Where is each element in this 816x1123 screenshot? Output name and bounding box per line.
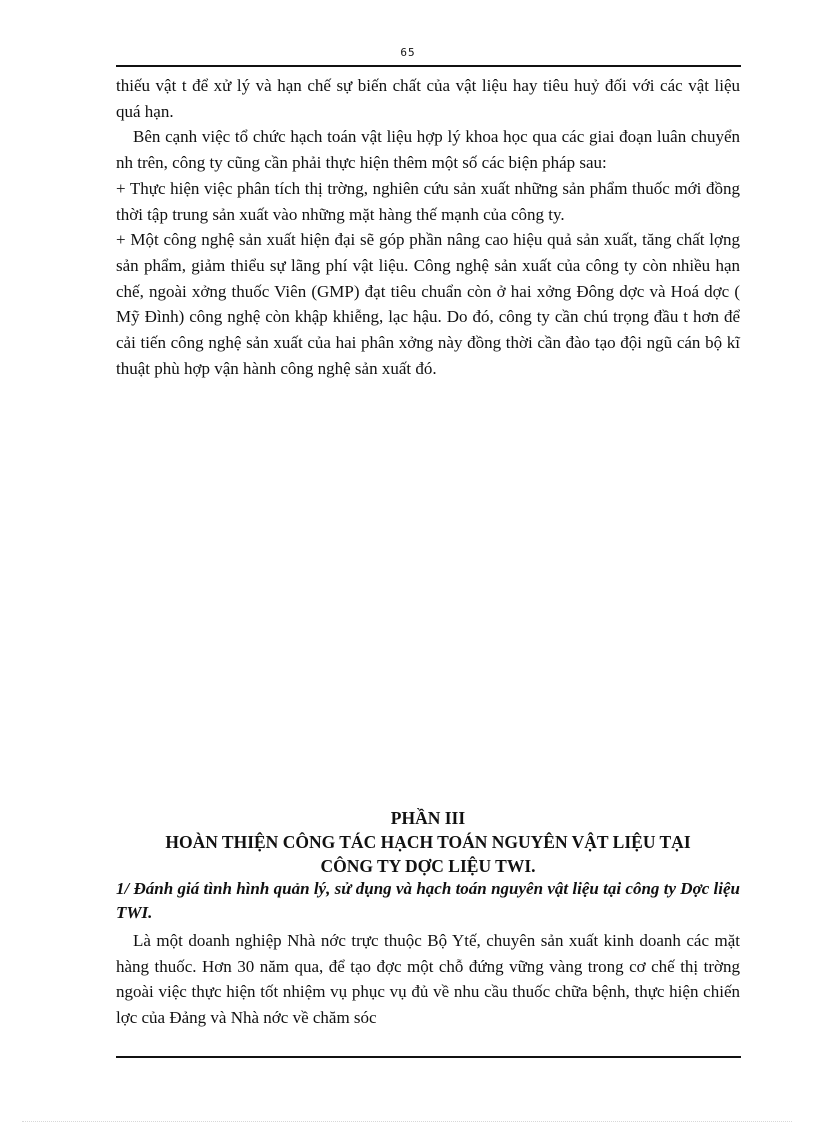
part-label: PHẦN III: [390, 808, 466, 828]
section-paragraph: Là một doanh nghiệp Nhà nớc trực thuộc Bộ Ytế, chuyên sản xuất kinh doanh các mặt hàng thuốc. Hơn 30 năm qua, để tạo đợc một chỗ đứng vững vàng trong cơ chế thị trờng ngoài việc thực hiện tốt nhiệm vụ phục vụ đủ về nhu cầu thuốc chữa bệnh, thực hiện chiến lợc của Đảng và Nhà nớc về chăm sóc: [116, 931, 740, 1028]
paragraph-continuation: thiếu vật t để xử lý và hạn chế sự biến chất của vật liệu hay tiêu huỷ đối với các vật liệu quá hạn.: [116, 76, 740, 121]
part-title-line2: CÔNG TY DỢC LIỆU TWI.: [320, 856, 536, 876]
paragraph-technology: + Một công nghệ sản xuất hiện đại sẽ góp phần nâng cao hiệu quả sản xuất, tăng chất lợng sản phẩm, giảm thiểu sự lãng phí vật liệu. Công nghệ sản xuất của công ty còn nhiều hạn chế, ngoài xởng thuốc Viên (GMP) đạt tiêu chuẩn còn ở hai xởng Đông dợc và Hoá dợc ( Mỹ Đình) công nghệ còn khập khiễng, lạc hậu. Do đó, công ty cần chú trọng đầu t hơn để cải tiến công nghệ sản xuất của hai phân xởng này đồng thời cần đào tạo đội ngũ cán bộ kĩ thuật phù hợp vận hành công nghệ sản xuất đó.: [116, 230, 740, 378]
page-edge-divider: [22, 1121, 792, 1122]
section-heading: 1/ Đánh giá tình hình quản lý, sử dụng và hạch toán nguyên vật liệu tại công ty Dợc liệu TWI.: [116, 879, 740, 922]
part-title-line1: HOÀN THIỆN CÔNG TÁC HẠCH TOÁN NGUYÊN VẬT LIỆU TẠI: [165, 832, 691, 852]
body-text-top: [116, 73, 740, 381]
footer-rule: [116, 1056, 741, 1058]
page-number: 65: [400, 46, 416, 59]
paragraph-measures-intro: Bên cạnh việc tổ chức hạch toán vật liệu hợp lý khoa học qua các giai đoạn luân chuyển nh trên, công ty cũng cần phải thực hiện thêm một số các biện pháp sau:: [116, 127, 740, 173]
header-rule: [116, 65, 741, 67]
body-text-section: [116, 928, 740, 1031]
paragraph-market-analysis: + Thực hiện việc phân tích thị trờng, nghiên cứu sản xuất những sản phẩm thuốc mới đồng thời tập trung sản xuất vào những mặt hàng thế mạnh của công ty.: [116, 178, 740, 224]
